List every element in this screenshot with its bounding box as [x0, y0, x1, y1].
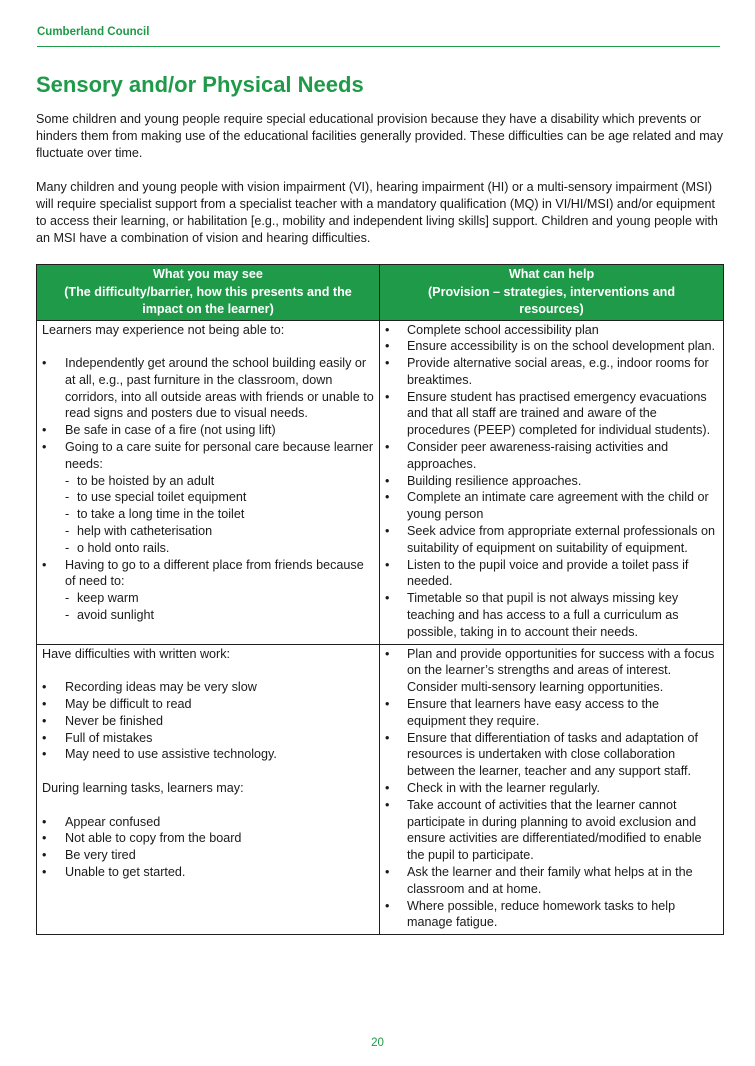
header-line: What can help	[508, 267, 595, 281]
table-row	[37, 644, 724, 935]
list-item	[385, 780, 718, 797]
sub-list	[65, 473, 374, 557]
provision-list	[385, 646, 718, 932]
bullet-icon: •	[385, 557, 390, 572]
bullet-icon: •	[42, 440, 47, 455]
list-item-text: Listen to the pupil voice and provide a toilet pass if needed.	[407, 557, 689, 589]
table-header-row	[37, 265, 724, 321]
list-item	[385, 864, 718, 898]
list-item	[385, 590, 718, 640]
list-item	[42, 746, 374, 763]
learning-task-list	[42, 814, 374, 881]
bullet-icon: •	[385, 591, 390, 606]
list-item	[42, 814, 374, 831]
list-item	[42, 864, 374, 881]
list-item	[385, 355, 718, 389]
sub-item-text: keep warm	[77, 591, 139, 606]
cell-intro: Have difficulties with written work:	[42, 646, 231, 661]
bullet-icon: •	[385, 490, 390, 505]
list-item	[42, 730, 374, 747]
bullet-icon: •	[385, 797, 390, 812]
list-item	[385, 646, 718, 696]
list-item-text: Timetable so that pupil is not always missing key teaching and has access to a full a curriculum as possible, taking in to account their needs.	[407, 591, 679, 639]
header-what-can-help	[380, 265, 724, 321]
bullet-icon: •	[385, 322, 390, 337]
list-item-text: Going to a care suite for personal care because learner needs:	[65, 440, 374, 471]
sub-list-item	[65, 607, 374, 624]
list-item	[385, 338, 718, 355]
sub-item-text: o hold onto rails.	[77, 540, 170, 555]
sub-item-text: to be hoisted by an adult	[77, 473, 215, 488]
page-header	[37, 24, 720, 47]
dash-icon: -	[65, 507, 70, 522]
header-line: What you may see	[153, 267, 263, 281]
list-item-text: May need to use assistive technology.	[65, 747, 277, 762]
list-item-text: Be safe in case of a fire (not using lift)	[65, 423, 276, 438]
list-item	[385, 696, 718, 730]
list-item-text: Ensure that differentiation of tasks and adaptation of resources is undertaken with close collaboration between the learner, teacher and any support staff.	[407, 730, 699, 779]
bullet-icon: •	[42, 423, 47, 438]
bullet-icon: •	[385, 730, 390, 745]
bullet-icon: •	[385, 440, 390, 455]
provision-cell	[380, 320, 724, 644]
bullet-icon: •	[42, 730, 47, 745]
list-item-text: Plan and provide opportunities for success with a focus on the learner’s strengths and areas of interest. Consider multi-sensory learning opportunities.	[407, 646, 715, 695]
bullet-icon: •	[385, 473, 390, 488]
bullet-icon: •	[42, 697, 47, 712]
list-item-text: Where possible, reduce homework tasks to help manage fatigue.	[407, 898, 676, 930]
list-item-text: Consider peer awareness-raising activities and approaches.	[407, 440, 669, 471]
bullet-icon: •	[385, 781, 390, 796]
dash-icon: -	[65, 540, 70, 555]
bullet-icon: •	[42, 747, 47, 762]
bullet-icon: •	[385, 389, 390, 404]
bullet-icon: •	[42, 814, 47, 829]
bullet-icon: •	[385, 646, 390, 661]
list-item	[42, 557, 374, 624]
difficulty-cell	[37, 320, 380, 644]
intro-paragraph-2: Many children and young people with vision impairment (VI), hearing impairment (HI) or a multi-sensory impairment (MSI) will require specialist support from a specialist teacher with a mandatory qualification (MQ) in VI/HI/MSI) and/or equipment to access their learning, or habilitation [e.g., mobility and independent living skills] support. Children and young people with an MSI have a combination of vision and hearing difficulties.	[36, 180, 718, 245]
needs-table	[36, 264, 724, 935]
bullet-icon: •	[42, 680, 47, 695]
provision-cell	[380, 644, 724, 935]
list-item	[42, 847, 374, 864]
list-item	[42, 830, 374, 847]
bullet-icon: •	[42, 831, 47, 846]
list-item-text: Never be finished	[65, 713, 164, 728]
dash-icon: -	[65, 608, 70, 623]
list-item-text: Complete school accessibility plan	[407, 322, 599, 337]
list-item-text: Seek advice from appropriate external professionals on suitability of equipment on suitability of equipment.	[407, 524, 716, 555]
header-line: resources)	[519, 302, 584, 316]
intro-paragraph-1: Some children and young people require special educational provision because they have a disability which prevents or hinders them from making use of the educational facilities generally provided. These difficulties can be age related and may fluctuate over time.	[36, 112, 723, 160]
list-item-text: Having to go to a different place from friends because of need to:	[65, 557, 364, 589]
cell-intro: During learning tasks, learners may:	[42, 781, 244, 796]
list-item-text: Check in with the learner regularly.	[407, 781, 600, 796]
bullet-icon: •	[385, 898, 390, 913]
list-item	[385, 898, 718, 932]
list-item-text: Unable to get started.	[65, 865, 186, 879]
list-item-text: Full of mistakes	[65, 730, 153, 745]
list-item	[385, 797, 718, 864]
sub-list-item	[65, 489, 374, 506]
sub-list-item	[65, 506, 374, 523]
list-item-text: Independently get around the school building easily or at all, e.g., past furniture in the classroom, down corridors, into all outside areas with friends or unable to read signs and posters due to visual needs.	[65, 356, 374, 421]
list-item	[385, 730, 718, 780]
bullet-icon: •	[385, 524, 390, 539]
sub-item-text: help with catheterisation	[77, 524, 213, 539]
bullet-icon: •	[385, 697, 390, 712]
sub-item-text: to use special toilet equipment	[77, 490, 247, 505]
list-item-text: Recording ideas may be very slow	[65, 680, 257, 695]
bullet-icon: •	[42, 557, 47, 572]
bullet-icon: •	[385, 865, 390, 879]
provision-list	[385, 322, 718, 641]
list-item	[42, 422, 374, 439]
list-item	[385, 523, 718, 557]
bullet-icon: •	[42, 865, 47, 879]
dash-icon: -	[65, 473, 70, 488]
difficulty-list	[42, 355, 374, 624]
dash-icon: -	[65, 490, 70, 505]
list-item	[42, 713, 374, 730]
bullet-icon: •	[42, 356, 47, 371]
list-item-text: Ensure student has practised emergency evacuations and that all staff are trained and aware of the procedures (PEEP) completed for individual students).	[407, 389, 711, 438]
list-item	[385, 557, 718, 591]
list-item	[385, 489, 718, 523]
bullet-icon: •	[42, 713, 47, 728]
dash-icon: -	[65, 524, 70, 539]
sub-list	[65, 590, 374, 624]
dash-icon: -	[65, 591, 70, 606]
header-line: impact on the learner)	[142, 302, 274, 316]
page-title: Sensory and/or Physical Needs	[36, 72, 364, 97]
bullet-icon: •	[385, 356, 390, 371]
header-line: (The difficulty/barrier, how this presents and the	[64, 284, 352, 299]
table-row	[37, 320, 724, 644]
sub-list-item	[65, 523, 374, 540]
difficulty-list	[42, 679, 374, 763]
list-item-text: Provide alternative social areas, e.g., indoor rooms for breaktimes.	[407, 356, 709, 387]
bullet-icon: •	[385, 339, 390, 354]
header-divider	[37, 46, 720, 47]
list-item-text: Building resilience approaches.	[407, 473, 582, 488]
list-item-text: Complete an intimate care agreement with the child or young person	[407, 490, 709, 522]
list-item	[385, 322, 718, 339]
header-what-you-may-see	[37, 265, 380, 321]
list-item	[385, 439, 718, 473]
sub-list-item	[65, 540, 374, 557]
list-item	[42, 355, 374, 422]
list-item	[42, 439, 374, 557]
list-item-text: Ask the learner and their family what helps at in the classroom and at home.	[407, 865, 693, 896]
sub-item-text: avoid sunlight	[77, 608, 155, 623]
sub-list-item	[65, 473, 374, 490]
list-item-text: Be very tired	[65, 848, 136, 863]
list-item-text: Ensure that learners have easy access to the equipment they require.	[407, 697, 660, 728]
header-line: (Provision – strategies, interventions and	[427, 284, 676, 299]
list-item-text: Take account of activities that the learner cannot participate in during planning to avoid exclusion and ensure activities are differentiated/modified to enable the pupil to participate.	[407, 797, 702, 863]
cell-intro: Learners may experience not being able to:	[42, 322, 285, 337]
list-item-text: Ensure accessibility is on the school development plan.	[407, 339, 716, 354]
organisation-name: Cumberland Council	[37, 26, 150, 38]
bullet-icon: •	[42, 848, 47, 863]
list-item	[42, 696, 374, 713]
list-item-text: Not able to copy from the board	[65, 831, 242, 846]
list-item	[42, 679, 374, 696]
list-item	[385, 389, 718, 439]
list-item-text: Appear confused	[65, 814, 161, 829]
sub-item-text: to take a long time in the toilet	[77, 507, 245, 522]
page-number: 20	[371, 1037, 384, 1049]
list-item	[385, 473, 718, 490]
sub-list-item	[65, 590, 374, 607]
difficulty-cell	[37, 644, 380, 935]
list-item-text: May be difficult to read	[65, 697, 192, 712]
